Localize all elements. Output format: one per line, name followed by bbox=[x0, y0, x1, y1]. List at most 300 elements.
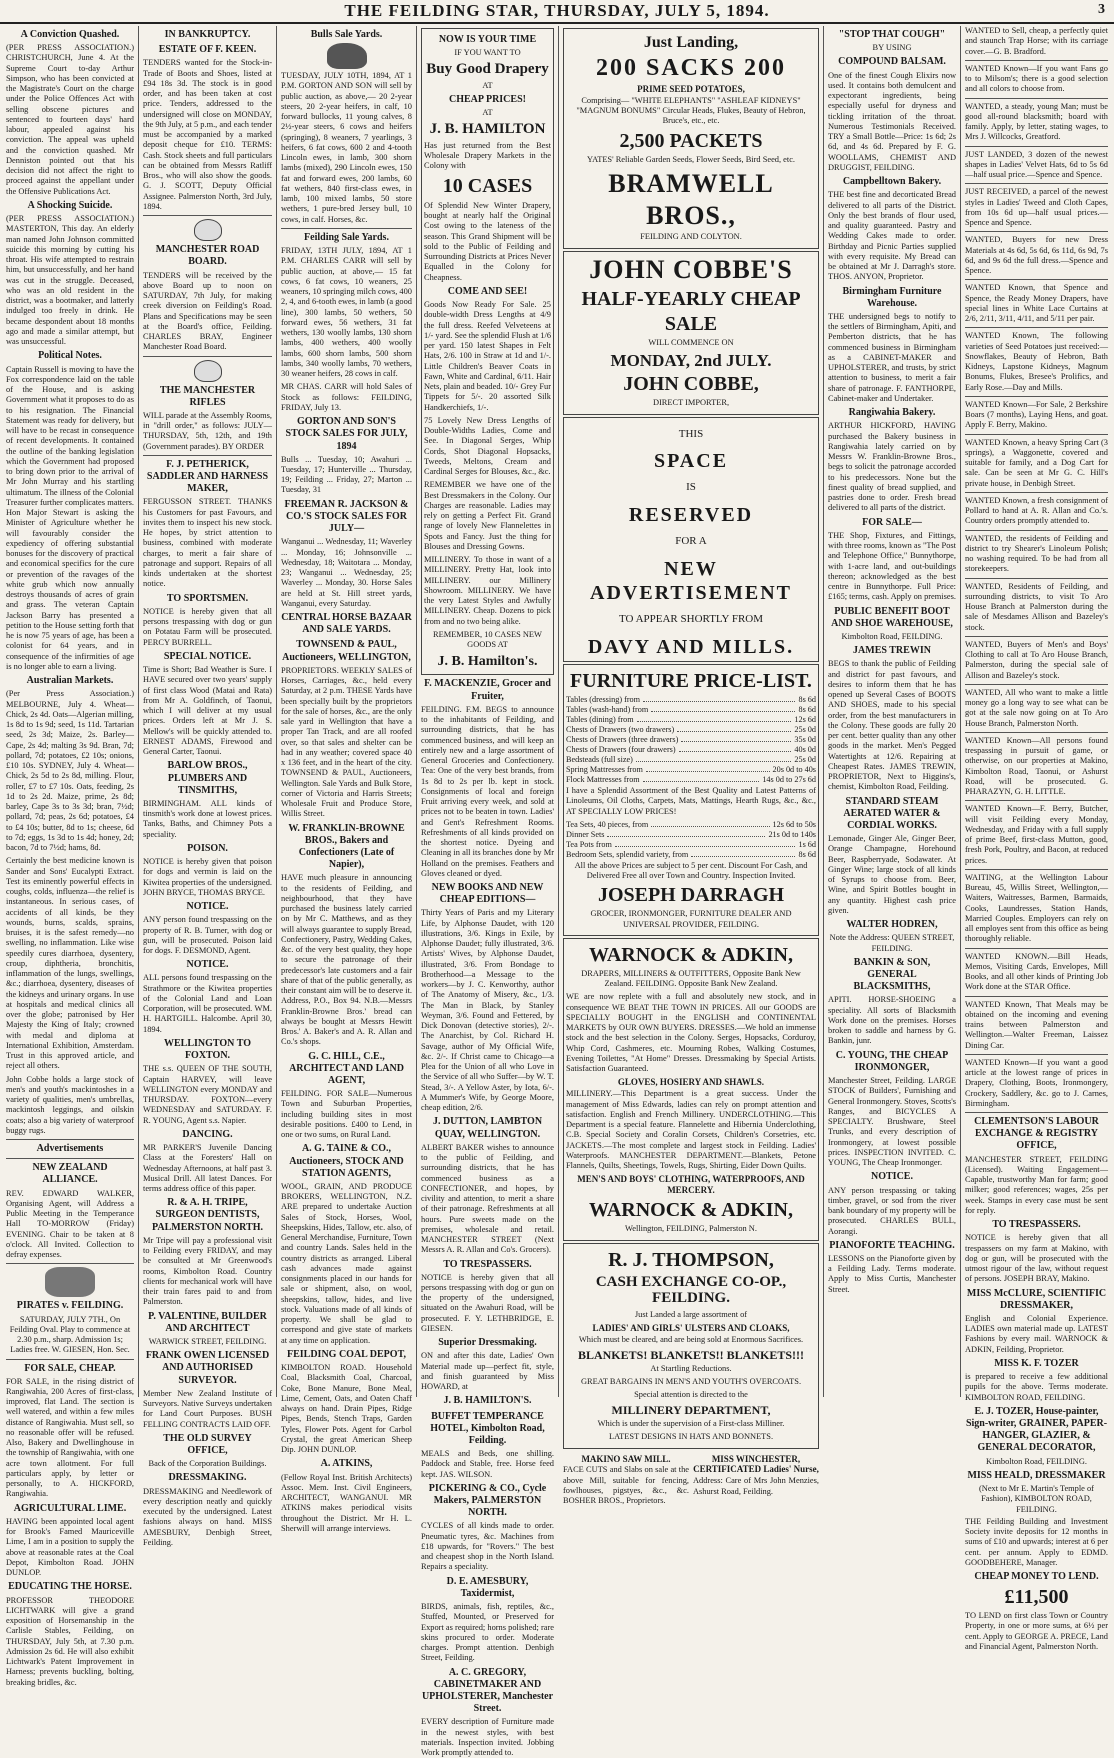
ad-headline: POISON. bbox=[187, 842, 228, 854]
price-item: Chests of Drawers (two drawers) bbox=[566, 725, 675, 735]
ad-headline: THE OLD SURVEY OFFICE, bbox=[163, 1432, 252, 1456]
ad-headline: 10 CASES bbox=[442, 175, 533, 198]
price-item: Chests of Drawers (three drawers) bbox=[566, 735, 679, 745]
divider bbox=[143, 356, 272, 357]
column-7 bbox=[961, 26, 1112, 1651]
ad-text: WARWICK STREET, FEILDING. bbox=[148, 1336, 267, 1346]
ad-text: REV. EDWARD WALKER, Organising Agent, will Address a Public Meeting in the Temperance Hall TO-MORROW (Friday) EVENING. Chair to be taken at 8 o'clock. All Invited. Collection to defray expenses. bbox=[6, 1188, 134, 1260]
ad-text: (Next to Mr E. Martin's Temple of Fashion), KIMBOLTON ROAD, FEILDING. bbox=[979, 1484, 1094, 1514]
article-text: (PER PRESS ASSOCIATION.) CHRISTCHURCH, June 4. At the Supreme Court to-day Arthur Simpson, who has been convicted at the Magistrate's Court on the charge under the Police Offences Act with selling obscene pictures and sentenced to fourteen days' hard labour, appealed against his conviction. The appeal was upheld and the conviction quashed. Mr Denniston pointed out that his decision did not affect the right to proceed against the appellant under the Offensive Publications Act. bbox=[6, 43, 134, 196]
divider bbox=[965, 492, 1108, 493]
bottom-ads bbox=[563, 1451, 819, 1510]
ad-text: is prepared to receive a few additional pupils for the above. Terms moderate. KIMBOLTON ROAD, FEILDING. bbox=[965, 1372, 1108, 1402]
ad-headline: ESTATE OF F. KEEN. bbox=[158, 44, 257, 56]
ad-headline: FEILDING COAL DEPOT, bbox=[287, 1348, 406, 1360]
ad-headline: PUBLIC BENEFIT BOOT AND SHOE WAREHOUSE, bbox=[831, 605, 953, 629]
column-1 bbox=[2, 26, 139, 1687]
ad-headline: FOR SALE— bbox=[862, 516, 922, 528]
ad-headline: D. E. AMESBURY, Taxidermist, bbox=[446, 1575, 529, 1599]
ad-headline: GORTON AND SON'S STOCK SALES FOR JULY, 1894 bbox=[285, 416, 408, 452]
ad-text: Has just returned from the Best Wholesale Drapery Markets in the Colony with bbox=[424, 140, 551, 171]
wanted-ad: WANTED, All who want to make a little money go a long way to see what can be got at the sale now going on at To Aro House Branch, Palmerston North. bbox=[965, 687, 1108, 728]
ad-text: Kimbolton Road, FEILDING. bbox=[986, 1456, 1087, 1466]
price-row bbox=[566, 705, 816, 715]
ad-text: TUESDAY, JULY 10TH, 1894, AT 1 P.M. GORTON AND SON will sell by public auction, as above,— 20 2-year steers, 20 2-year heifers, in calf, 10 forward bullocks, 11 young calves, 8 2½-year steers, 6 cows and heifers (springing), 8 weaners, 7 yearlings, 3 heifers, 6 fat cows, 600 2 and 4-tooth Lincoln ewes, in lamb, 300 shorn lambs (mixed), 290 Lincoln ewes, 150 fat and forward ewes, 200 lambs, 60 fat wethers, 840 first-class ewes, in lamb, 100 mixed lambs, 50 store wethers, 1 pure-bred Jersey bull, 10 cows, in calf. Horses, &c. bbox=[281, 71, 412, 224]
price-item: Tables (dining) from bbox=[566, 715, 634, 725]
ad-text: NOTICE is hereby given that poison for dogs and vermin is laid on the Kiwitea properties of the undersigned. JOHN BRYCE, THOMAS BRYCE. bbox=[143, 857, 272, 897]
leader-dots bbox=[679, 745, 792, 752]
ad-text: Goods Now Ready For Sale. 25 double-width Dress Lengths at 4/9 the full dress. Reefed Velveteens at 1/- yard. See the splendid Flush at 1/6 per yard. 150 latest Shapes in Felt Hats, 2/6. 100 in Straw at 1d and 1/-. Little Children's Beaver Coats in Fawn, White and Cardinal, 6/11. Hair Nets, plain and beaded. 10/- Grey Fur Tippets for 5/-. 20 assorted Silk Handkerchiefs, 1/-. bbox=[424, 300, 552, 412]
ad-headline: GLOVES, HOSIERY AND SHAWLS. bbox=[617, 1077, 765, 1088]
ad-headline: FOR SALE, CHEAP. bbox=[24, 1362, 116, 1374]
wanted-ad: WANTED Known, The following varieties of Seed Potatoes just received:—Snowflakes, Beauty of Hebron, Bath Kidneys, Lapstone Kidneys, Magnum Bonums, Flukes, Bresee's Prolifics, and Early Rose.—Day and Mills. bbox=[965, 331, 1108, 392]
sawmill-ad bbox=[563, 1451, 689, 1510]
ad-headline: C. YOUNG, THE CHEAP IRONMONGER, bbox=[835, 1049, 949, 1073]
ad-headline: FRANK OWEN LICENSED AND AUTHORISED SURVEYOR. bbox=[145, 1350, 270, 1386]
headline: Australian Markets. bbox=[26, 675, 114, 687]
ad-text: YATES' Reliable Garden Seeds, Flower Seeds, Bird Seed, etc. bbox=[586, 154, 796, 164]
price-row bbox=[566, 820, 816, 830]
ad-text: DRESSMAKING and Needlework of every description neatly and quickly executed by the undersigned. Latest fashions always on hand. MISS AMESBURY, Denbigh Street, Feilding. bbox=[143, 1486, 272, 1547]
ad-text: Special attention is directed to the bbox=[634, 1390, 748, 1400]
ad-headline: MISS HEALD, DRESSMAKER bbox=[967, 1469, 1106, 1481]
wanted-ad: WAITING, at the Wellington Labour Bureau, 45, Willis Street, Wellington,—Waiters, Waitresses, Barmen, Barmaids, Cooks, Laundresses, Station Hands, Married Couples. Employers can rely on all employes sent from this office as being thoroughly reliable. bbox=[965, 872, 1108, 944]
price-row bbox=[566, 765, 816, 775]
divider bbox=[965, 231, 1108, 232]
divider bbox=[965, 800, 1108, 801]
divider bbox=[965, 434, 1108, 435]
divider bbox=[6, 1139, 134, 1140]
ad-text: FEILDING AND COLYTON. bbox=[640, 232, 742, 242]
ad-text: THE undersigned begs to notify to the settlers of Birmingham, Apiti, and Pemberton districts, that he has commenced business in Birmingham as a CABINET-MAKER and UPHOLSTERER, and trusts, by strict attention to business, to merit a fair share of patronage. F. FANTHORPE, Cabinet-maker and Undertaker. bbox=[828, 311, 956, 403]
ad-text: KIMBOLTON ROAD. Household Coal, Blacksmith Coal, Charcoal, Coke, Bone Manure, Bone Meal, Lime, Cement, Oats, and Oaten Chaff always on hand. Drain Pipes, Ridge Pipes, Bends, Stench Traps, Garden Tyles, Flower Pots. Agent for Carbol Crystal, the great American Sheep Dip. JOHN DUNLOP. bbox=[281, 1363, 412, 1455]
ad-headline: NOTICE. bbox=[186, 901, 229, 913]
wanted-ad: WANTED, Buyers of Men's and Boys' Clothing to call at To Aro House Branch, Palmerston, during the special sale of Allison and Bazeley's stock. bbox=[965, 639, 1108, 680]
ad-text: AT bbox=[482, 108, 493, 118]
divider bbox=[143, 215, 272, 216]
masthead bbox=[0, 0, 1114, 24]
divider bbox=[281, 228, 412, 229]
ad-text: Address: Care of Mrs John Menzies, Ashurst Road, Feilding. bbox=[693, 1476, 819, 1496]
price-item: Tea Pots from bbox=[566, 839, 612, 849]
leader-dots bbox=[681, 735, 791, 742]
ad-headline: MAKINO SAW MILL. bbox=[581, 1453, 671, 1464]
price-row bbox=[566, 725, 816, 735]
divider bbox=[6, 1263, 134, 1264]
coat-of-arms-icon bbox=[194, 219, 222, 241]
ad-headline: BARLOW BROS., PLUMBERS AND TINSMITHS, bbox=[167, 760, 248, 796]
ad-text: Which is under the supervision of a First-class Milliner. bbox=[597, 1419, 785, 1428]
ad-text: HAVING been appointed local agent for Brook's Famed Mauriceville Lime, I am in a position to supply the above at reasonable rates at the Coal Depot, Kimbolton Road. JOHN DUNLOP. bbox=[6, 1516, 134, 1578]
ad-text: Wellington, FEILDING, Palmerston N. bbox=[625, 1224, 757, 1234]
leader-dots bbox=[646, 765, 770, 772]
ad-text: IS bbox=[686, 481, 696, 494]
ad-text: WE are now replete with a full and absolutely new stock, and in consequence WE BEAT THE TOWN IN PRICES. All our GOODS are SPECIALLY BOUGHT in the ENGLISH and CONTINENTAL MARKETS by OUR OWN BUYERS. DRESSES.—We hold an immense stock and the best selection in the Colony. Serges, Hopsacks, Corduroy, Whip Cord, Cashmeres, etc. Mourning Robes, Walking Costumes, Evening Toilettes, "At Home" Dresses. Dressmaking by Special Artists. Satisfaction Guaranteed. bbox=[566, 992, 816, 1074]
price-item: Bedroom Sets, splendid variety, from bbox=[566, 849, 689, 859]
ad-text: Of Splendid New Winter Drapery, bought at nearly half the Original Cost owing to the lateness of the season. This Grand Shipment will be sold to the Public of Feilding and Surrounding Districts at Prices Never Equalled in the Colony for Cheapness. bbox=[424, 200, 551, 282]
wanted-ad: JUST LANDED, 3 dozen of the newest shapes in Ladies' Velvet Hats, 6d to 5s 6d—half usual price.—Spence and Spence. bbox=[965, 149, 1108, 179]
ad-text: Just Landed a large assortment of bbox=[634, 1309, 748, 1319]
bramwell-ad bbox=[563, 28, 819, 249]
coat-of-arms-icon bbox=[194, 360, 222, 382]
ad-text: FEILDING. FOR SALE—Numerous Town and Suburban Properties, including building sites in most desirable positions. £400 to Lend, in one or two sums, on Rural Land. bbox=[281, 1089, 412, 1140]
ad-headline: G. C. HILL, C.E., ARCHITECT AND LAND AGENT, bbox=[289, 1050, 404, 1086]
ad-text: ANY person trespassing or taking timber, gravel, or sod from the river bank boundary of my property will be prosecuted. CHARLES BULL, Aorangi. bbox=[828, 1185, 956, 1236]
ad-text: REMEMBER, 10 CASES NEW GOODS AT bbox=[433, 629, 542, 650]
ad-headline: J. B. HAMILTON'S. bbox=[443, 1395, 532, 1407]
wanted-list bbox=[965, 26, 1108, 1113]
price-list bbox=[566, 820, 816, 860]
ad-headline: WELLINGTON TO FOXTON. bbox=[164, 1037, 251, 1062]
ad-headline: JOSEPH DARRAGH bbox=[597, 884, 785, 907]
price-row bbox=[566, 745, 816, 755]
ad-headline: NEW BOOKS AND NEW CHEAP EDITIONS— bbox=[431, 882, 544, 906]
ad-headline: MISS McCLURE, SCIENTIFIC DRESSMAKER, bbox=[966, 1287, 1107, 1311]
leader-dots bbox=[615, 840, 796, 847]
furniture-ad bbox=[563, 664, 819, 936]
wanted-ad: WANTED Known, a heavy Spring Cart (3 springs), a Waggonette, covered and suitable for family, and a Dog Cart for sale. Can be seen at Mr G. C. Hill's private house, in Denbigh Street. bbox=[965, 437, 1108, 488]
divider bbox=[965, 996, 1108, 997]
ad-headline: PIRATES v. FEILDING. bbox=[16, 1300, 124, 1312]
ad-text: LATEST DESIGNS IN HATS AND BONNETS. bbox=[608, 1432, 774, 1442]
ad-headline: A. C. GREGORY, CABINETMAKER AND UPHOLSTERER, Manchester Street. bbox=[421, 1666, 554, 1715]
column-6 bbox=[824, 26, 961, 1397]
ad-headline: FURNITURE PRICE-LIST. bbox=[570, 670, 812, 693]
ad-headline: COME AND SEE! bbox=[447, 285, 528, 297]
wanted-ad: WANTED Known—If you want a good article at the lowest range of prices in Drapery, Clothing, Boots, Ironmongery, Crockery, Saddlery, &c. go to J. Carnes, Birmingham. bbox=[965, 1057, 1108, 1108]
ad-headline: DANCING. bbox=[182, 1128, 233, 1140]
ad-text: THE s.s. QUEEN OF THE SOUTH, Captain HARVEY, will leave WELLINGTON every MONDAY and THURSDAY. FOXTON—every WEDNESDAY and SATURDAY. F. R. YOUNG, Agent s.s. Napier. bbox=[143, 1064, 272, 1125]
ad-headline: "STOP THAT COUGH" bbox=[838, 29, 946, 40]
leader-dots bbox=[691, 850, 795, 857]
ad-headline: R. J. THOMPSON, bbox=[608, 1248, 774, 1271]
divider bbox=[965, 146, 1108, 147]
article-text: (Per Press Association.) MELBOURNE, July 4. Wheat—Chick, 2s 4d. Oats—Algerian milling, 1s 8d to 1s 9d; seed, 1s 11d. Tartarian seed, 2s 3d; Maize, 2s. Barley—Cape, 2s 4d; malting 3s 9d. Bran, 7d; pollard, 7d; potatoes, £2 10s; onions, £10 10s. SYDNEY, July 4. Wheat—Chick, 2s 5d to 2s 8d, milling. Flour, roller, £7 to £7 10s. Oats, feeding, 2s 1d to 2s 2d. Maize, prime, 2s 8d; barley, Cape 3s to 3s 3d; bran, 7½d; pollard, 7d; peas, 2s 6d; potatoes, £4 to £4 10s; butter, 8d to 1s; cheese, 6d to 7d; eggs, 1s 3d to 1s 4d; honey, 2d; bacon, 7d to 7½d; hams, 8d. bbox=[6, 689, 134, 852]
ad-text: Back of the Corporation Buildings. bbox=[148, 1459, 267, 1469]
divider bbox=[965, 183, 1108, 184]
ad-text: I have a Splendid Assortment of the Best Quality and Latest Patterns of Linoleums, Oil Cloths, Carpets, Mats, Mattings, Hearth Rugs, &c., &c., AT SPECIALLY LOW PRICES! bbox=[566, 786, 816, 816]
ad-text: GREAT BARGAINS IN MEN'S AND YOUTH'S OVERCOATS. bbox=[580, 1376, 802, 1386]
price-item: Chests of Drawers (four drawers) bbox=[566, 745, 676, 755]
divider bbox=[965, 60, 1108, 61]
ad-text: MILLINERY.—This Department is a great success. Under the management of Miss Edwards, ladies can rely on prompt attention and satisfaction. English and French Millinery. UNDERCLOTHING.—This Department is a special feature. Flannelette and Hibernia Underclothing, C.B. Special Society and Coralin Corsets, Children's Corsetries, etc. JACKETS.—The most complete and largest stock in Feilding. Ladies' Waterproofs. MANCHESTER DEPARTMENT.—Blankets, Petone Flannels, Quilts, Sheetings, Towels, Rugs, Shirting, Eider Down Quilts. bbox=[566, 1089, 816, 1171]
ad-text: GROCER, IRONMONGER, FURNITURE DEALER AND UNIVERSAL PROVIDER, FEILDING. bbox=[590, 909, 792, 929]
article-text: Certainly the best medicine known is Sander and Sons' Eucalypti Extract. Test its eminently powerful effects in coughs, colds, influenza—the relief is instantaneous. In serious cases, of accidents of all kinds, be they wounds, burns, scalds, sprains, bruises, it is the safest remedy—no swelling, no inflammation. Like wise speedily cures diarrhoea, dysentery, croup, diphtheria, bronchitis, inflammation of the lungs, swellings, &c.; diarrhoea, dysentery, diseases of the kidneys and urinary organs. In use at hospitals and medical clinics all over the globe; patronised by Her Majesty the King of Italy; crowned with medal and diploma at International Exhibition, Amsterdam. Trust in this approved article, and reject all others. bbox=[6, 856, 134, 1071]
wanted-ad: WANTED, a steady, young Man; must be good all-round blacksmith; board with family. Apply, by letter, stating wages, to Mrs J. Willcocks, Greatford. bbox=[965, 101, 1108, 142]
ad-headline: Superior Dressmaking. bbox=[438, 1337, 537, 1349]
ad-text: (Fellow Royal Inst. British Architects) Assoc. Mem. Inst. Civil Engineers, ARCHITECT, WANGANUI. MR ATKINS makes periodical visits throughout the District. Mr H. L. Sherwill will arrange interviews. bbox=[281, 1472, 412, 1533]
wanted-ad: WANTED, the residents of Feilding and district to try Shearer's Linoleum Polish; no washing required. To be had from all storekeepers. bbox=[965, 533, 1108, 574]
ad-text: Which must be cleared, and are being sold at Enormous Sacrifices. bbox=[578, 1334, 804, 1344]
leader-dots bbox=[637, 715, 792, 722]
ad-text: ALBERT BAKER wishes to announce to the public of Feilding, and surrounding districts, that he has commenced business as a CONFECTIONER, and hopes, by civility and attention, to merit a share of their patronage. Refreshments at all hours. Pure sweets made on the premises, wholesale and retail. MANCHESTER STREET (Next Messrs A. R. Allan and Co's. Grocers). bbox=[421, 1142, 554, 1255]
column-3 bbox=[277, 26, 417, 1533]
ad-text: WILL parade at the Assembly Rooms, in "drill order," as follows: JULY—THURSDAY, 5th, 12th, and 19th (Government parades). BY ORDER bbox=[143, 410, 272, 451]
ad-headline: THE MANCHESTER RIFLES bbox=[159, 384, 256, 408]
ad-headline: WARNOCK & ADKIN, bbox=[589, 943, 793, 966]
leader-dots bbox=[607, 830, 765, 837]
ad-text: ON and after this date, Ladies' Own Material made up—perfect fit, style, and finish guaranteed by Miss HOWARD, at bbox=[421, 1351, 554, 1392]
ad-headline: 200 SACKS 200 bbox=[595, 54, 787, 81]
ad-text: APITI. HORSE-SHOEING a speciality. All sorts of Blacksmith Work done on the premises. Horses broken to saddle and harness by G. Bankin, junr. bbox=[828, 995, 956, 1046]
section-header: Advertisements bbox=[36, 1143, 104, 1154]
ad-headline: BUFFET TEMPERANCE HOTEL, Kimbolton Road, Feilding. bbox=[430, 1410, 545, 1446]
wanted-ad: WANTED Known—For Sale, 2 Berkshire Boars (7 months), Laying Hens, and goat. Apply F. Berry, Makino. bbox=[965, 399, 1108, 430]
ad-headline: SPECIAL NOTICE. bbox=[163, 650, 252, 662]
price-row bbox=[566, 695, 816, 705]
thompson-ad bbox=[563, 1243, 819, 1449]
ad-headline: NOTICE. bbox=[186, 959, 229, 971]
ad-headline: NOW IS YOUR TIME bbox=[438, 34, 537, 45]
ad-text: Thirty Years of Paris and my Literary Life, by Alphonse Daudet, with 120 illustrations, 3/6. Kings in Exile, by Alphonse Daudet; fully illustrated, 3/6. Artists' Wives, by Alphonse Daudet, illustrated, 3/6. From Bondage to Brotherhood—a Message to the workers—by J. C. Kenworthy, author of The Anatomy of Misery, &c., 1/3. The Man in Black, by Stanley Weyman, 3/6. Found and Fettered, by Dick Donovan (detective stories), 2/-. The Anarchist, by Col. Richard H. Savage, author of My Official Wife, &c. 2/-. If Christ came to Chicago—a Plea for the Union of all who Love in the Service of all who Suffer—by W. T. Stead, 3/-. A Yellow Aster, by Iota, 6/-. A Mummer's Wife, by George Moore, cheap edition, 2/6. bbox=[421, 908, 554, 1113]
ad-headline: NEW ADVERTISEMENT bbox=[590, 557, 792, 604]
column-2 bbox=[139, 26, 277, 1547]
ad-text: IF YOU WANT TO bbox=[454, 48, 521, 58]
column-5 bbox=[559, 26, 824, 1506]
ad-headline: TOWNSEND & PAUL, Auctioneers, WELLINGTON, bbox=[282, 639, 411, 663]
ad-text: Time is Short; Bad Weather is Sure. I HAVE secured over two years' supply of first class Wood (Matai and Rata) from Mr A. Goldfinch, of Taonui, which I will deliver at my usual prices. Orders left at Mr J. S. Mellow's will be quickly attended to. ERNEST ADAMS, Firewood and General Carter, Taonui. bbox=[143, 665, 272, 757]
ad-text: BY USING bbox=[872, 43, 912, 53]
ad-headline: WARNOCK & ADKIN, bbox=[589, 1199, 793, 1222]
ad-text: TENDERS will be received by the above Board up to noon on SATURDAY, 7th July, for making creek diversion on Feilding's Road. Plans and Specifications may be seen at the Board's office, Feilding. CHARLES BRAY, Engineer Manchester Road Board. bbox=[143, 270, 272, 352]
ad-headline: CHEAP PRICES! bbox=[449, 93, 526, 105]
ad-headline: RESERVED bbox=[628, 503, 754, 526]
ad-text: Kimbolton Road, FEILDING. bbox=[841, 631, 943, 641]
ad-text: MANCHESTER STREET, FEILDING (Licensed). Waiting Engagement—Capable, trustworthy Man for farm; good milker; good references; wages, 25s per week. Stamps in every case must be sent for reply. bbox=[965, 1154, 1108, 1215]
wanted-ad: WANTED KNOWN.—Bill Heads, Memos, Visiting Cards, Envelopes, Mill Books, and all other kinds of Printing Job Work done at the STAR Office. bbox=[965, 951, 1108, 992]
ad-text: THE best fine and decorticated Bread delivered to all parts of the District. Only the best brands of flour used, and quality guaranteed. Pastry and Wedding Cakes made to order. Birthday and Picnic Parties supplied with every requisite. My Bread can be obtained at Mr J. Darragh's store. THOS. ANYON, Proprietor. bbox=[828, 190, 956, 282]
headline: Political Notes. bbox=[38, 350, 102, 362]
ad-text: Lemonade, Ginger Ale, Ginger Beer, Orange Champagne, Horehound Beer, Raspberryade, Sodawater. At Ginger Wine; large stock of all kinds of Syrups to choose from. Beer, Wine, and Spirit Bottles bought in any quantity. Highest cash price given. bbox=[828, 834, 956, 915]
ad-text: ANY person found trespassing on the property of R. B. Turner, with dog or gun, will be prosecuted. Poison laid for dogs. F. DESMOND, Agent. bbox=[143, 915, 272, 955]
divider bbox=[965, 396, 1108, 397]
divider bbox=[143, 455, 272, 456]
ad-text: FRIDAY, 13TH JULY, 1894, AT 1 P.M. CHARLES CARR will sell by public auction, at above,— 15 fat cows, 6 fat cows, 10 weaners, 25 weaners, 10 springing milch cows, 400 2, 4, and 6-tooth ewes, in lamb (a good line), 300 lambs, 50 wethers, 50 forward ewes, 56 wethers, 31 fat wethers, 130 woolly lambs, 130 shorn lambs, 400 wethers, 400 woolly lambs, 600 shorn lambs, 500 shorn lambs, 340 woolly lambs, 70 wethers, 30 weaner heifers, 28 cows in calf. bbox=[281, 246, 412, 379]
loan-amount: £11,500 bbox=[1004, 1586, 1069, 1609]
price-item: Tables (dressing) from bbox=[566, 695, 641, 705]
ad-headline: J. B. HAMILTON bbox=[429, 121, 546, 138]
ad-headline: R. & A. H. TRIPE, SURGEON DENTISTS, PALMERSTON NORTH. bbox=[152, 1197, 263, 1233]
page-number: 3 bbox=[1098, 2, 1106, 17]
ad-text: CYCLES of all kinds made to order. Pneumatic tyres, &c. Machines from £18 upwards, for "Rovers." The best and cheapest shop in the North Island. Repairs a speciality. bbox=[421, 1521, 554, 1572]
price-item: Flock Mattresses from bbox=[566, 775, 640, 785]
ad-headline: F. MACKENZIE, Grocer and Fruiter, bbox=[424, 678, 551, 702]
ad-text: MR PARKER'S Juvenile Dancing Class at the Foresters' Hall on Wednesday Afternoons, at half past 3. Musical Drill. All latest Dances. For terms address office of this paper. bbox=[143, 1143, 272, 1193]
ad-headline: P. VALENTINE, BUILDER AND ARCHITECT bbox=[148, 1310, 267, 1334]
divider bbox=[965, 98, 1108, 99]
ad-headline: AGRICULTURAL LIME. bbox=[13, 1502, 127, 1514]
ad-text: TO LEND on first class Town or Country Property, in one or more sums, at 6½ per cent. Apply to GEORGE A. PRECE, Land and Financial Agent, Palmerston North. bbox=[965, 1611, 1108, 1651]
headline: A Conviction Quashed. bbox=[20, 29, 120, 40]
ad-text: At Startling Reductions. bbox=[650, 1363, 732, 1373]
ad-text: ALL persons found trespassing on the Strathmore or the Kiwitea properties of the Colonial Land and Loan Corporation, will be prosecuted. WM. H. HARTGILL. Halcombe. April 30, 1894. bbox=[143, 973, 272, 1034]
article-text: Captain Russell is moving to have the Fox correspondence laid on the table of the House, and is asking Government what it proposes to do as to his resignation. The Financial Statement was ready for delivery, but will have to be recast in consequence of recent developments. It contained the outline of the banking legislation which the Government had proposed to bring down prior to the arrival of Mr John Murray and his startling ultimatum. The illness of the Colonial Treasurer further complicates matters. Hon Major Stewart is asking the Minister of Agriculture whether he will favourably consider the expediency of offering substantial bonuses for the discovery of practical and economical specifics for the cure or prevention of the ravages of the white grub which now annually destroys thousands of acres of grain and grass. The veteran Captain Jackson Barry has presented a petition to the House setting forth that he is now 75 years of age, has been a colonist for 64 years, and in consequence of the infirmities of age is no longer able to earn a living. bbox=[6, 364, 134, 671]
ad-text: All the above Prices are subject to 5 per cent. Discount For Cash, and Delivered Free all over Town and Country. Inspection Invited. bbox=[574, 860, 808, 881]
ad-headline: MISS K. F. TOZER bbox=[994, 1357, 1079, 1369]
ad-text: NOTICE is hereby given that all persons trespassing with dog or gun on Potatau Farm will be prosecuted. PERCY BURRELL. bbox=[143, 606, 272, 647]
divider bbox=[965, 1054, 1108, 1055]
ad-headline: A. G. TAINE & CO., Auctioneers, STOCK AND STATION AGENTS, bbox=[289, 1143, 404, 1179]
bull-illustration-icon bbox=[327, 43, 367, 69]
price-value: 8s 6d bbox=[798, 849, 816, 859]
ad-text: FOR A bbox=[675, 535, 707, 548]
price-row bbox=[566, 830, 816, 840]
divider bbox=[6, 1359, 134, 1360]
ad-text: THIS bbox=[678, 427, 704, 440]
ad-headline: Birmingham Furniture Warehouse. bbox=[842, 285, 942, 309]
ad-text: MR CHAS. CARR will hold Sales of Stock as follows: FEILDING, FRIDAY, July 13. bbox=[281, 382, 412, 412]
ad-headline: WALTER HODREN, bbox=[846, 919, 938, 931]
ad-text: Wanganui ... Wednesday, 11; Waverley ... Monday, 16; Johnsonville ... Wednesday, 18; Waitotara ... Monday, 23; Wanganui ... Wednesday, 25; Waverley ... Monday, 30. Horse Sales are held at St. Hill street yards, Wanganui, every Saturday. bbox=[281, 537, 412, 608]
wanted-ad: WANTED Known—F. Berry, Butcher, will visit Feilding every Monday, Wednesday, and Friday with a full supply of prime Beef, first-class Mutton, good, fresh Pork, Poultry, and Bacon, at reduced prices. bbox=[965, 804, 1108, 865]
divider bbox=[965, 948, 1108, 949]
price-value: 21s 0d to 140s bbox=[768, 829, 816, 839]
ad-text: Mr Tripe will pay a professional visit to Feilding every FRIDAY, and may be consulted at Mr Greenwood's rooms, Kimbolton Road. Country clients for mechanical work will have their train fares paid to and from Palmerston. bbox=[143, 1235, 272, 1307]
price-item: Dinner Sets bbox=[566, 829, 605, 839]
ad-text: WOOL, GRAIN, AND PRODUCE BROKERS, WELLINGTON, N.Z. ARE prepared to undertake Auction Sales of Stock, Horses, Wool, Sheepskins, Hides, Tallow, etc. also, of General Merchandise, Furniture, Town and country Lands. Sales held in the country districts as arranged. Liberal cash advances made against consignments placed in our hands for sale or shipment, also, on wool, sheepskins, tallow, hides, and live stock. Valuations made of all kinds of property. We shall be glad to correspond and give state of markets at any time on application. bbox=[281, 1181, 412, 1345]
leader-dots bbox=[651, 705, 795, 712]
leader-dots bbox=[643, 775, 760, 782]
ad-headline: CASH EXCHANGE CO-OP., FEILDING. bbox=[595, 1273, 787, 1307]
divider bbox=[6, 1158, 134, 1159]
ad-headline: BRAMWELL BROS., bbox=[608, 168, 774, 230]
ad-headline: A. ATKINS, bbox=[320, 1458, 373, 1470]
ad-text: BIRMINGHAM. ALL kinds of tinsmith's work done at lowest prices. Tanks, Baths, and Chimney Pots a speciality. bbox=[143, 798, 272, 839]
ad-headline: Buy Good Drapery bbox=[426, 61, 549, 78]
price-value: 20s 0d to 40s bbox=[772, 765, 816, 775]
ad-headline: STANDARD STEAM AERATED WATER & CORDIAL WORKS. bbox=[843, 795, 941, 831]
price-row bbox=[566, 840, 816, 850]
ad-headline: MISS WINCHESTER, CERTIFICATED Ladies' Nurse, bbox=[693, 1453, 819, 1475]
wanted-ad: WANTED Known—All persons found trespassing in pursuit of game, or otherwise, on our properties at Makino, Kimbolton Road, Taonui, or Ashurst Road, will be prosecuted. G. PHARAZYN, G. H. LITTLE. bbox=[965, 735, 1108, 796]
leader-dots bbox=[636, 755, 792, 762]
ad-text: Note the Address: QUEEN STREET, FEILDING. bbox=[829, 933, 955, 953]
ad-text: WILL COMMENCE ON bbox=[648, 338, 734, 348]
hamilton-ad bbox=[421, 28, 554, 675]
ad-headline: F. J. PETHERICK, SADDLER AND HARNESS MAKER, bbox=[146, 458, 269, 495]
ad-headline: W. FRANKLIN-BROWNE BROS., Bakers and Confectioners (Late of Napier), bbox=[288, 822, 405, 871]
ad-headline: Bulls Sale Yards. bbox=[310, 29, 383, 40]
ad-headline: PRIME SEED POTATOES, bbox=[637, 83, 745, 94]
divider bbox=[965, 530, 1108, 531]
price-list bbox=[566, 695, 816, 785]
ad-text: One of the finest Cough Elixirs now used. It contains both demulcent and expectorant ingredients, being especially useful for dryness and tickling irritation of the throat. Numerous Testimonials Received. TRY a Small Bottle—Price: 1s 6d; 2s 6d, and 4s 6d. Prepared by F. G. WOOLLAMS, CHEMIST AND DRUGGIST, FEILDING. bbox=[828, 70, 956, 172]
ad-text: PROPRIETORS. WEEKLY SALES of Horses, Carriages, &c., held every Saturday, at 2 p.m. THESE Yards have been specially built by the proprietors for the sale of horses, &c., are the only sale yard in Wellington that have a proper Tan Track, and are all roofed over, so that sales and shelter can be had in any weather; covered space 40 x 136 feet, and in the heart of the city. TOWNSEND & PAUL, Auctioneers, Wellington. Sale Yards and Bulk Store, corner of Victoria and Harris Streets; Wholesale Fruit and Produce Store, Willis Street. bbox=[281, 665, 412, 819]
ad-text: ARTHUR HICKFORD, HAVING purchased the Bakery business in Rangiwahia lately carried on by Messrs W. Franklin-Browne Bros., begs to solicit the patronage accorded to his predecessors. None but the finest quality of bread supplied, and pastries done to order. Fresh bread delivered to all parts of the district. bbox=[828, 421, 956, 513]
ad-text: FOR SALE, in the rising district of Rangiwahia, 200 Acres of first-class, improved, flat Land. The section is well watered, and within a few miles distance of Rangiwahia. Must sell, so no reasonable offer will be refused. Also, Bakery and Dwellinghouse in the township of Rangiwahia, with one acre town allotment. For full particulars apply, by letter or personally, to A. HICKFORD, Rangiwahia. bbox=[6, 1376, 134, 1499]
divider bbox=[965, 327, 1108, 328]
ad-headline: JAMES TREWIN bbox=[853, 645, 931, 657]
ad-headline: JOHN COBBE'S bbox=[589, 254, 793, 284]
ad-headline: MEN'S AND BOYS' CLOTHING, WATERPROOFS, AND MERCERY. bbox=[577, 1174, 805, 1196]
warnock-ad bbox=[563, 938, 819, 1241]
divider bbox=[965, 684, 1108, 685]
ad-text: SATURDAY, JULY 7TH., On Feilding Oval. Play to commence at 2.30 p.m., sharp. Admission 1s; Ladies free. W. GIESEN, Hon. Sec. bbox=[9, 1314, 131, 1355]
ad-text: Member New Zealand Institute of Surveyors. Native Surveys undertaken for Land Court Purposes. BUSH FELLING CONTRACTS LAID OFF. bbox=[143, 1388, 272, 1429]
ad-headline: J. DUTTON, LAMBTON QUAY, WELLINGTON. bbox=[432, 1116, 543, 1140]
ad-text: THE Feilding Building and Investment Society invite deposits for 12 months in sums of £10 and upwards; interest at 6 per cent. per annum. Apply to EDMD. GOODBEHERE, Manager. bbox=[965, 1516, 1108, 1567]
ad-text: NOTICE is hereby given that all trespassers on my farm at Makino, with dog or gun, will be prosecuted with the utmost rigour of the law, without request of persons. JOSEPH BRAY, Makino. bbox=[965, 1233, 1108, 1284]
column-4 bbox=[417, 26, 559, 1758]
ad-text: AT bbox=[482, 80, 493, 90]
ad-headline: DRESSMAKING. bbox=[168, 1472, 247, 1484]
ad-headline: CENTRAL HORSE BAZAAR AND SALE YARDS. bbox=[281, 612, 412, 636]
ad-headline: PICKERING & CO., Cycle Makers, PALMERSTON NORTH. bbox=[428, 1482, 547, 1519]
ad-text: REMEMBER we have one of the Best Dressmakers in the Colony. Our Charges are reasonable. Ladies may rely on getting a Perfect Fit. Grand range of lovely New Flannelettes in Spots and Fancy. Just the thing for Blouses and Dressing Gowns. bbox=[424, 480, 551, 551]
divider bbox=[965, 279, 1108, 280]
ad-headline: LADIES' AND GIRLS' ULSTERS AND CLOAKS, bbox=[592, 1322, 790, 1333]
ad-headline: Campbelltown Bakery. bbox=[842, 176, 942, 188]
reserved-space-ad bbox=[563, 417, 819, 663]
price-value: 25s 0d bbox=[794, 725, 816, 735]
ad-text: NOTICE is hereby given that all persons trespassing with dog or gun on the property of the undersigned, situated on the Awahuri Road, will be prosecuted. F. Y. LETHBRIDGE, E. GIESEN. bbox=[421, 1272, 554, 1333]
ad-text: HAVE much pleasure in announcing to the residents of Feilding, and neighbourhood, that they have purchased the business lately carried on by Mr C. Matthews, and as they will always guarantee to supply Bread, Confectionery, Pastry, Wedding Cakes, &c. of the very best quality, they hope to secure the patronage of their predecessor's late customers and a fair share of that of the public generally, as their constant aim will be to deserve it. Address, P.O., Box 94. N.B.—Messrs Franklin-Browne Bros.' bread can always be bought at Messrs Hewitt Bros.' A. Baker's and A. R. Allan and Co.'s shops. bbox=[281, 873, 412, 1047]
ad-headline: TO TRESPASSERS. bbox=[992, 1219, 1081, 1231]
price-value: 14s 0d to 27s 6d bbox=[762, 775, 816, 785]
price-item: Tables (wash-hand) from bbox=[566, 705, 649, 715]
ad-headline: IN BANKRUPTCY. bbox=[164, 29, 251, 40]
ad-headline: MANCHESTER ROAD BOARD. bbox=[155, 244, 260, 268]
wanted-ad: WANTED Known—If you want Fans go to to Milsom's; there is a good selection and all colors to choose from. bbox=[965, 63, 1108, 94]
ad-text: PROFESSOR THEODORE LICHTWARK will give a grand exposition of Horsemanship in the Carlisle Stables, Feilding, on THURSDAY, July 5th, at 7.30 p.m. Admission 2s 6d. He will also exhibit Lichtwark's Patent Improvement in Harness; prevents buckling, bolting, breaking bridles, &c. bbox=[6, 1595, 134, 1687]
ad-text: FACE CUTS and Slabs on sale at the above Mill, suitable for fencing, fowlhouses, pigstyes, &c., &c. BOSHER BROS., Proprietors. bbox=[563, 1465, 689, 1506]
article-text: (PER PRESS ASSOCIATION.) MASTERTON, This day. An elderly man named John Johnson committed suicide this morning by cutting his throat. His wife attempted to restrain him, but unsuccessfully, and her hand was cut in the struggle. Deceased, who was an old resident in the district, was a bootmaker, and latterly indulged too freely in drink. He became despondent about 18 months ago and made a similar attempt, but was unsuccessful. bbox=[6, 214, 134, 347]
ad-headline: NOTICE. bbox=[871, 1171, 913, 1183]
ad-text: LESSONS on the Pianoforte given by a Feilding Lady. Terms moderate. Apply to Miss Curtis, Manchester Street. bbox=[828, 1253, 956, 1294]
ad-headline: HALF-YEARLY CHEAP bbox=[581, 288, 801, 311]
ad-headline: MILLINERY DEPARTMENT, bbox=[611, 1403, 771, 1418]
ad-headline: JOHN COBBE, bbox=[623, 373, 759, 396]
ad-text: BIRDS, animals, fish, reptiles, &c., Stuffed, Mounted, or Preserved for Export as required; horns polished; rare skins procured to order. Moderate charges. Prompt attention. Denbigh Street, Feilding. bbox=[421, 1602, 554, 1663]
divider bbox=[965, 636, 1108, 637]
ad-text: Manchester Street, Feilding. LARGE STOCK of Builders', Furnishing and General Ironmongery. Stoves, Scotts's Ranges, and BICYCLES A SPECIALTY. Brushware, Steel Trunks, and every description of Ironmongery, at lowest possible prices. INSPECTION INVITED. C. YOUNG, The Cheap Ironmonger. bbox=[828, 1076, 956, 1168]
divider bbox=[965, 869, 1108, 870]
ad-headline: TO TRESPASSERS. bbox=[443, 1258, 532, 1270]
ad-headline: CHEAP MONEY TO LEND. bbox=[974, 1571, 1099, 1582]
divider bbox=[965, 578, 1108, 579]
price-item: Tea Sets, 40 pieces, from bbox=[566, 819, 649, 829]
wanted-ad: JUST RECEIVED, a parcel of the newest styles in Ladies' Tweed and Cloth Capes, from 10s 6d up—half usual prices.—Spence and Spence. bbox=[965, 187, 1108, 227]
ad-text: THE Shop, Fixtures, and Fittings, with three rooms, known as "The Post and Telephone Office," Bunnythorpe, with 1-acre land, and out-buildings thereon; acknowledged as the best centre in Bunnythorpe. Full Price: £165; terms, cash. Apply on premises. bbox=[828, 530, 956, 602]
price-row bbox=[566, 715, 816, 725]
ad-text: FEILDING. F.M. BEGS to announce to the inhabitants of Feilding, and surrounding districts, that he has commenced business, and will keep an entirely new and a large assortment of General Groceries and Confectionery. Tea: One of the very best brands, from 1s 8d to 2s per lb. kept in stock. Consignments of local and foreign Fruit arriving every week, and sold at prices not to be beaten in town. Ladies' and Gent's Refreshment Rooms. Refreshments of all kinds provided on the shortest notice. Dyeing and Cleaning in all its branches done by Mr Holland on the premises. Feathers and Gloves cleaned or dyed. bbox=[421, 704, 554, 878]
wanted-ad: WANTED Known, that Spence and Spence, the Ready Money Drapers, have special lines in White Lace Curtains at 2/6, 2/11, 3/11, 4/11, and 5/11 per pair. bbox=[965, 283, 1108, 323]
ad-text: Comprising— "WHITE ELEPHANTS" "ASHLEAF KIDNEYS" "MAGNUM BONUMS" Circular Heads, Flukes, Beauty of Hebron, Bruce's, etc., etc. bbox=[576, 95, 806, 126]
ad-headline: SALE bbox=[664, 313, 718, 336]
ad-text: English and Colonial Experience. LADIES own material made up. LATEST Fashions by every mail. WARNOCK & ADKIN, Feilding, Proprietor. bbox=[965, 1313, 1108, 1354]
price-value: 12s 6d to 50s bbox=[772, 819, 816, 829]
cobbe-ad bbox=[563, 251, 819, 415]
ad-headline: TO SPORTSMEN. bbox=[166, 592, 249, 604]
price-value: 40s 0d bbox=[794, 745, 816, 755]
masthead-title: THE FEILDING STAR, THURSDAY, JULY 5, 1894. bbox=[344, 1, 770, 20]
wanted-ad: WANTED Known, a fresh consignment of Pollard to hand at A. R. Allan and Co.'s. Country orders promptly attended to. bbox=[965, 495, 1108, 526]
price-row bbox=[566, 775, 816, 785]
ad-text: MILLINERY. To those in want of a MILLINERY. Pretty Hat, look into MILLINERY. our Millinery Showroom. MILLINERY. We have the very Latest Styles and Awfully MILLINERY. Cheap. Dozens to pick from and no two being alike. bbox=[424, 555, 551, 626]
price-value: 8s 6d bbox=[798, 695, 816, 705]
ad-headline: PIANOFORTE TEACHING. bbox=[829, 1239, 955, 1251]
divider bbox=[965, 1112, 1108, 1113]
ad-headline: BANKIN & SON, GENERAL BLACKSMITHS, bbox=[853, 956, 931, 993]
columns bbox=[2, 26, 1112, 1758]
ad-headline: MONDAY, 2nd JULY. bbox=[610, 350, 772, 370]
leader-dots bbox=[677, 725, 791, 732]
price-row bbox=[566, 735, 816, 745]
nurse-ad bbox=[693, 1451, 819, 1510]
ad-headline: EDUCATING THE HORSE. bbox=[8, 1581, 132, 1593]
ad-headline: Just Landing, bbox=[643, 34, 739, 51]
ad-headline: DAVY AND MILLS. bbox=[587, 635, 795, 658]
